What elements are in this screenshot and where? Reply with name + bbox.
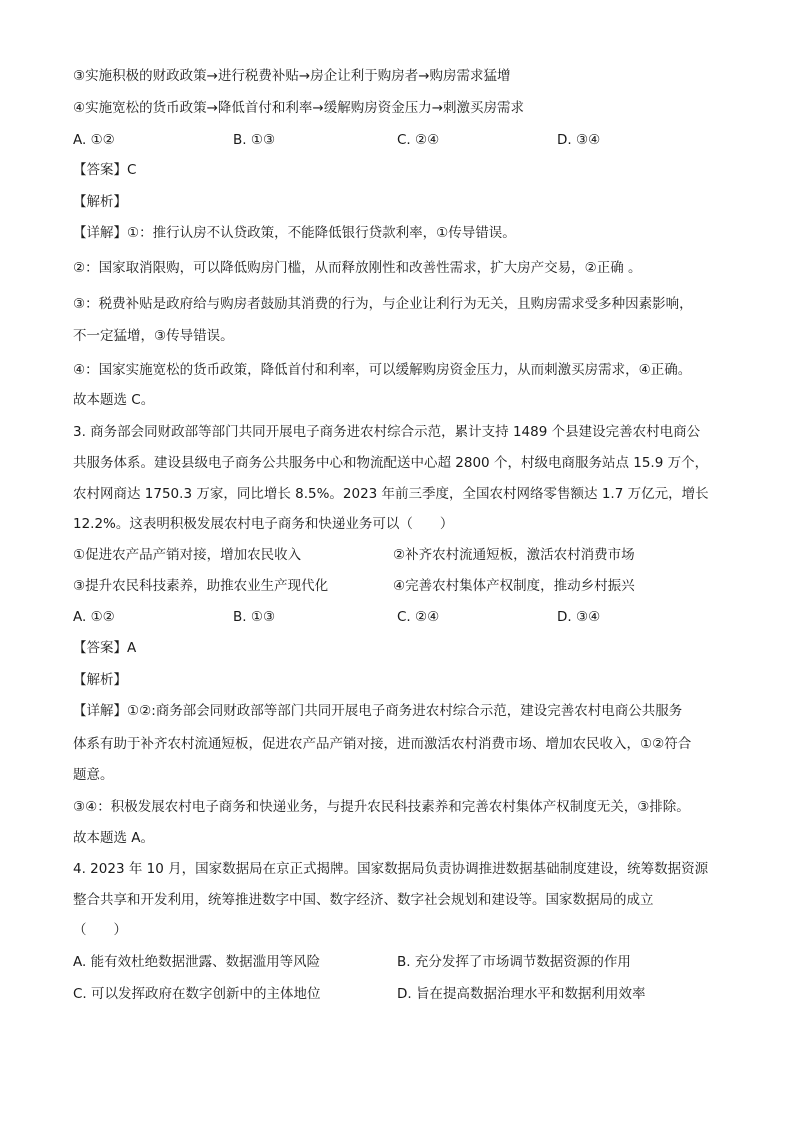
q2-answer: 【答案】C: [73, 162, 137, 178]
q2-detail-2: ②：国家取消限购，可以降低购房门槛，从而释放刚性和改善性需求，扩大房产交易，②正确 。: [73, 260, 642, 276]
q3-option-d: D. ③④: [557, 609, 601, 625]
q3-detail-2: ③④：积极发展农村电子商务和快递业务，与提升农民科技素养和完善农村集体产权制度无关，③排除。: [73, 799, 690, 815]
q4-option-d: D. 旨在提高数据治理水平和数据利用效率: [397, 986, 646, 1002]
q3-detail-1c: 题意。: [73, 767, 114, 783]
q3-stem-2: 共服务体系。建设县级电子商务公共服务中心和物流配送中心超 2800 个，村级电商服务站点 15.9 万个，: [73, 455, 709, 471]
q2-option-a: A. ①②: [73, 132, 115, 148]
q4-stem-1: 4. 2023 年 10 月，国家数据局在京正式揭牌。国家数据局负责协调推进数据基础制度建设，统筹数据资源: [73, 861, 709, 877]
q3-choice-1: ①促进农产品产销对接，增加农民收入: [73, 547, 302, 563]
q3-conclusion: 故本题选 A。: [73, 830, 155, 846]
q2-conclusion: 故本题选 C。: [73, 392, 155, 408]
q3-option-a: A. ①②: [73, 609, 115, 625]
q2-analysis-label: 【解析】: [73, 194, 127, 210]
q4-stem-3: （ ）: [73, 922, 127, 938]
q4-option-b: B. 充分发挥了市场调节数据资源的作用: [397, 954, 631, 970]
q3-stem-4: 12.2%。这表明积极发展农村电子商务和快递业务可以（ ）: [73, 516, 454, 532]
q3-analysis-label: 【解析】: [73, 672, 127, 688]
q2-choice-3: ③实施积极的财政政策→进行税费补贴→房企让利于购房者→购房需求猛增: [73, 68, 511, 84]
q2-detail-3b: 不一定猛增，③传导错误。: [73, 328, 234, 344]
q3-stem-3: 农村网商达 1750.3 万家，同比增长 8.5%。2023 年前三季度，全国农村网络零售额达 1.7 万亿元，增长: [73, 486, 709, 502]
q2-detail-3a: ③：税费补贴是政府给与购房者鼓励其消费的行为，与企业让利行为无关，且购房需求受多种因素影响，: [73, 296, 693, 312]
q4-stem-2: 整合共享和开发利用，统筹推进数字中国、数字经济、数字社会规划和建设等。国家数据局的成立: [73, 892, 654, 908]
q2-choice-4: ④实施宽松的货币政策→降低首付和利率→缓解购房资金压力→刺激买房需求: [73, 100, 525, 116]
q3-detail-1a: 【详解】①②:商务部会同财政部等部门共同开展电子商务进农村综合示范，建设完善农村电商公共服务: [73, 703, 683, 719]
q2-option-b: B. ①③: [233, 132, 276, 148]
q4-option-a: A. 能有效杜绝数据泄露、数据滥用等风险: [73, 954, 321, 970]
q3-answer: 【答案】A: [73, 640, 137, 656]
q2-option-d: D. ③④: [557, 132, 601, 148]
q4-option-c: C. 可以发挥政府在数字创新中的主体地位: [73, 986, 321, 1002]
q3-option-b: B. ①③: [233, 609, 276, 625]
q3-choice-3: ③提升农民科技素养，助推农业生产现代化: [73, 578, 329, 594]
q3-choice-4: ④完善农村集体产权制度，推动乡村振兴: [393, 578, 635, 594]
q2-detail-1: 【详解】①：推行认房不认贷政策，不能降低银行贷款利率，①传导错误。: [73, 225, 516, 241]
q2-detail-4: ④：国家实施宽松的货币政策，降低首付和利率，可以缓解购房资金压力，从而刺激买房需求，④正确。: [73, 362, 692, 378]
q3-detail-1b: 体系有助于补齐农村流通短板，促进农产品产销对接，进而激活农村消费市场、增加农民收入，①②符合: [73, 736, 692, 752]
q3-stem-1: 3. 商务部会同财政部等部门共同开展电子商务进农村综合示范，累计支持 1489 个县建设完善农村电商公: [73, 424, 701, 440]
q3-option-c: C. ②④: [397, 609, 440, 625]
q2-option-c: C. ②④: [397, 132, 440, 148]
q3-choice-2: ②补齐农村流通短板，激活农村消费市场: [393, 547, 635, 563]
